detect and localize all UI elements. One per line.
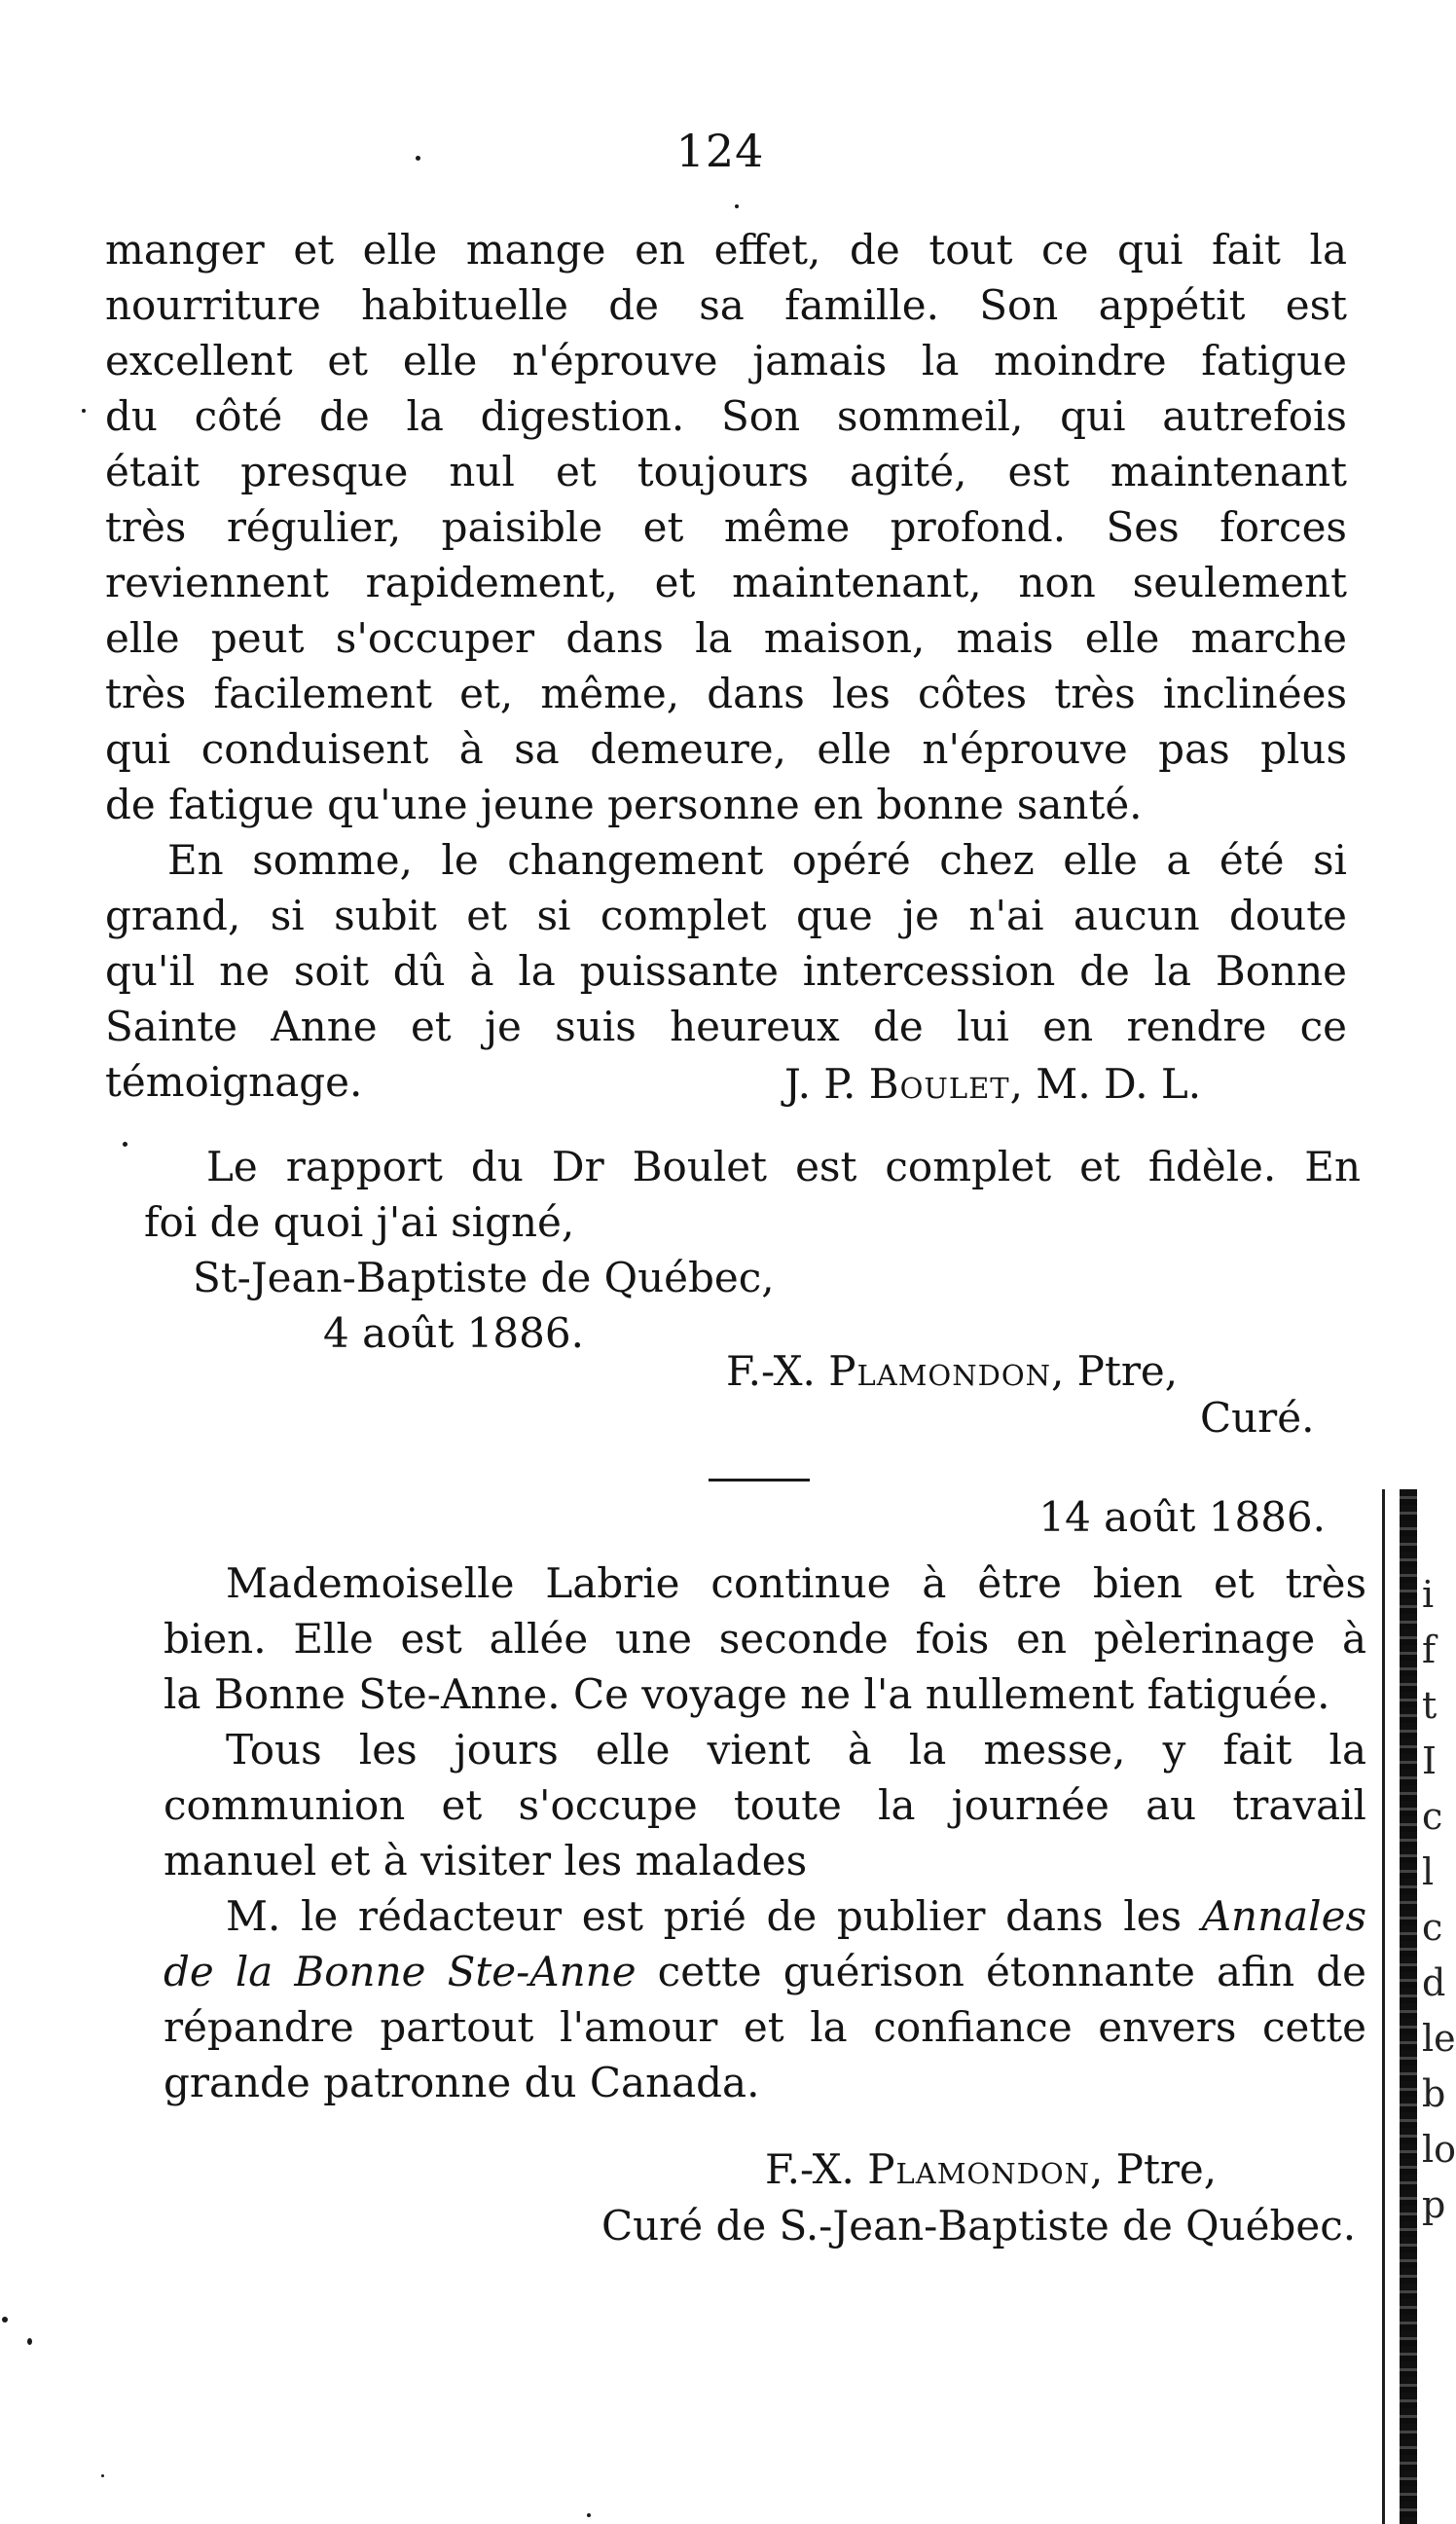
text-line: En somme, le changement opéré chez elle a été si bbox=[167, 836, 1347, 884]
text-line: excellent et elle n'éprouve jamais la moindre fatigue bbox=[105, 337, 1347, 384]
signature-suffix: , M. D. L. bbox=[1009, 1060, 1202, 1108]
italic-title: Annales bbox=[1201, 1892, 1366, 1940]
signer-name: Plamondon bbox=[867, 2145, 1090, 2193]
followup-paragraph-2 bbox=[164, 1722, 1366, 1888]
attestation-signer-title: Curé. bbox=[1200, 1394, 1315, 1442]
signer-suffix: , Ptre, bbox=[1050, 1347, 1179, 1395]
scan-speck bbox=[587, 2513, 591, 2517]
fragment-text: I bbox=[1422, 1739, 1438, 1782]
followup-signer-title: Curé de S.-Jean-Baptiste de Québec. bbox=[601, 2202, 1357, 2250]
text-line: était presque nul et toujours agité, est maintenant bbox=[105, 448, 1347, 495]
text-line: foi de quoi j'ai signé, bbox=[144, 1198, 575, 1246]
text-line: reviennent rapidement, et maintenant, non seulement bbox=[105, 559, 1347, 606]
attestation-date: 4 août 1886. bbox=[323, 1309, 584, 1357]
text-line: la Bonne Ste-Anne. Ce voyage ne l'a nullement bbox=[164, 1670, 1135, 1718]
text-line: qu'il ne soit dû à la puissante intercession de la Bonne bbox=[105, 947, 1347, 995]
scan-speck bbox=[82, 409, 86, 413]
text-run: cette guérison étonnante afin de bbox=[636, 1948, 1366, 1995]
scan-speck bbox=[101, 2474, 104, 2477]
page-gutter-shadow bbox=[1400, 1489, 1417, 2524]
signature-initials: J. P. bbox=[784, 1060, 856, 1108]
section-divider bbox=[709, 1479, 810, 1481]
text-line: communion et s'occupe toute la journée au travail bbox=[164, 1781, 1366, 1829]
fragment-text: c bbox=[1422, 1795, 1443, 1838]
text-line bbox=[164, 1948, 1366, 1995]
text-line: qui conduisent à sa demeure, elle n'éprouve pas plus bbox=[105, 725, 1347, 773]
text-line: manger et elle mange en effet, de tout ce qui fait la bbox=[105, 226, 1347, 274]
text-line: Le rapport du Dr Boulet est complet et fidèle. En bbox=[206, 1143, 1361, 1190]
scan-speck bbox=[416, 156, 420, 161]
text-line: elle peut s'occuper dans la maison, mais elle marche bbox=[105, 614, 1347, 662]
text-line: de fatigue qu'une jeune personne en bonne santé. bbox=[105, 781, 1143, 828]
adjacent-page-fragments bbox=[1422, 1567, 1456, 2233]
fragment-text: p bbox=[1422, 2183, 1446, 2226]
text-line: du côté de la digestion. Son sommeil, qui autrefois bbox=[105, 392, 1347, 440]
page-number: 124 bbox=[675, 125, 765, 177]
text-line: Tous les jours elle vient à la messe, y fait la bbox=[226, 1726, 1366, 1774]
followup-signer bbox=[765, 2141, 1217, 2197]
signer-name: Plamondon bbox=[828, 1347, 1051, 1395]
signer-prefix: F.-X. bbox=[765, 2145, 855, 2193]
fragment-text: d bbox=[1422, 1961, 1446, 2004]
text-run: M. le rédacteur est prié de publier dans les bbox=[226, 1892, 1202, 1940]
signer-suffix: , Ptre, bbox=[1089, 2145, 1218, 2193]
page-edge-line bbox=[1382, 1489, 1385, 2524]
text-line: manuel et à visiter les malades bbox=[164, 1837, 808, 1884]
fragment-text: le bbox=[1422, 2017, 1456, 2060]
report-signature bbox=[784, 1056, 1201, 1112]
followup-paragraph-1 bbox=[164, 1555, 1366, 1722]
fragment-text: b bbox=[1422, 2072, 1446, 2115]
scan-speck bbox=[735, 204, 739, 208]
attestation-text bbox=[144, 1139, 1361, 1250]
text-line: fatiguée. bbox=[1147, 1670, 1330, 1718]
followup-paragraph-3 bbox=[164, 1888, 1366, 2110]
attestation-place: St-Jean-Baptiste de Québec, bbox=[193, 1254, 775, 1301]
text-line: nourriture habituelle de sa famille. Son appétit est bbox=[105, 281, 1347, 329]
fragment-text: c bbox=[1422, 1906, 1443, 1949]
text-line: Mademoiselle Labrie continue à être bien et très bbox=[226, 1559, 1366, 1607]
attestation-signer bbox=[726, 1343, 1178, 1399]
scan-speck bbox=[2, 2317, 8, 2323]
text-line: Sainte Anne et je suis heureux de lui en rendre ce bbox=[105, 1003, 1347, 1050]
fragment-text: i bbox=[1422, 1573, 1435, 1616]
followup-date: 14 août 1886. bbox=[1038, 1493, 1326, 1541]
fragment-text: l bbox=[1422, 1850, 1435, 1893]
text-line: très facilement et, même, dans les côtes très inclinées bbox=[105, 670, 1347, 717]
attestation-paragraph bbox=[144, 1139, 1361, 1250]
text-line: témoignage. bbox=[105, 1058, 363, 1106]
text-line: grande patronne du Canada. bbox=[164, 2059, 760, 2106]
fragment-text: lo bbox=[1422, 2128, 1456, 2171]
fragment-text: f bbox=[1422, 1628, 1437, 1671]
signer-prefix: F.-X. bbox=[726, 1347, 816, 1395]
text-line: grand, si subit et si complet que je n'ai aucun doute bbox=[105, 892, 1347, 939]
text-line bbox=[226, 1892, 1366, 1940]
signature-name: Boulet bbox=[868, 1060, 1010, 1108]
text-line: très régulier, paisible et même profond. Ses forces bbox=[105, 503, 1347, 551]
italic-title: de la Bonne Ste-Anne bbox=[164, 1948, 637, 1995]
report-paragraph-1 bbox=[105, 222, 1347, 832]
followup-text bbox=[164, 1555, 1366, 2110]
text-line: bien. Elle est allée une seconde fois en pèlerinage à bbox=[164, 1615, 1366, 1663]
fragment-text: t bbox=[1422, 1684, 1438, 1727]
report-text bbox=[105, 222, 1347, 1110]
scan-speck bbox=[123, 1142, 127, 1147]
scan-speck bbox=[27, 2338, 32, 2345]
text-line: répandre partout l'amour et la confiance envers cette bbox=[164, 2003, 1366, 2051]
